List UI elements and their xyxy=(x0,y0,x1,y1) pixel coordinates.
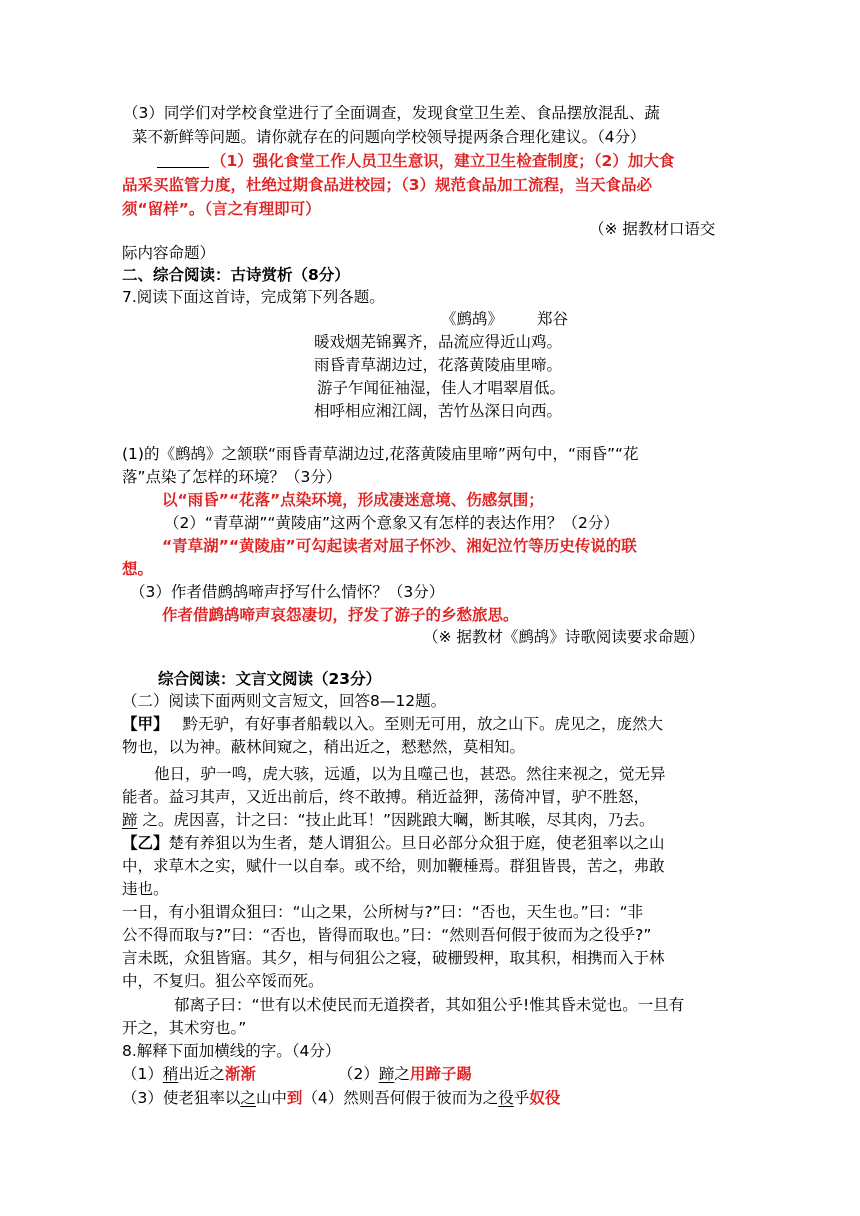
q3-answer-part-a: （1）强化食堂 xyxy=(211,152,315,170)
answer-blank xyxy=(157,151,209,168)
q3-question-line2: 菜不新鲜等问题。请你就存在的问题向学校领导提两条合理化建议。（4分） xyxy=(132,128,646,146)
jia-line2: 物也，以为神。蔽林间窥之，稍出近之，慭慭然，莫相知。 xyxy=(122,738,526,756)
poem-author: 郑谷 xyxy=(537,310,569,328)
yi-line7: 中，不复归。狙公卒馁而死。 xyxy=(122,972,324,990)
q8-prompt: 8.解释下面加横线的字。（4分） xyxy=(122,1042,341,1060)
q8-item4-context: 乎 xyxy=(513,1089,530,1107)
q8-item2-target: 蹄 xyxy=(378,1065,395,1083)
yulizi-line2: 开之，其术穷也。” xyxy=(122,1019,247,1037)
jia-line3: 他日，驴一鸣，虎大骇，远遁，以为且噬己也，甚恐。然往来视之，觉无异 xyxy=(154,765,666,783)
q7-answer2-line2: 想。 xyxy=(122,560,154,578)
q3-source-line1: （※ 据教材口语交 xyxy=(589,220,716,238)
jia-hoof-underlined: 蹄 xyxy=(122,811,138,829)
q8-item4-answer: 奴役 xyxy=(529,1089,561,1107)
q7-sub1-line1: (1)的《鹧鸪》之颔联“雨昏青草湖边过,花落黄陵庙里啼”两句中，“雨昏”“花 xyxy=(122,445,639,463)
q3-answer-line3: 须“留样”。（言之有理即可） xyxy=(122,200,321,218)
q8-item2-context: 之 xyxy=(394,1065,410,1083)
poem-line-3: 游子乍闻征袖湿，佳人才唱翠眉低。 xyxy=(317,379,566,397)
yi-text-1: 楚有养狙以为生者，楚人谓狙公。旦日必部分众狙于庭，使老狙率以之山 xyxy=(168,834,665,852)
yulizi-line1: 郁离子曰：“世有以术使民而无道揆者，其如狙公乎!惟其昏未觉也。一旦有 xyxy=(174,996,685,1014)
yi-line5: 公不得而取与?”曰：“否也，皆得而取也。”曰：“然则吾何假于彼而为之役乎?” xyxy=(122,926,652,944)
q8-item1 xyxy=(122,1063,256,1085)
section-three-intro: （二）阅读下面两则文言短文，回答8—12题。 xyxy=(122,692,447,710)
q7-source: （※ 据教材《鹧鸪》诗歌阅读要求命题） xyxy=(423,628,705,646)
yi-line2: 中，求草木之实，赋什一以自奉。或不给，则加鞭棰焉。群狙皆畏，苦之，弗敢 xyxy=(122,857,665,875)
poem-title-line xyxy=(441,308,568,330)
q7-answer3: 作者借鹧鸪啼声哀怨凄切，抒发了游子的乡愁旅思。 xyxy=(162,606,519,624)
q8-item4-target: 役 xyxy=(498,1089,514,1107)
poem-line-4: 相呼相应湘江阔，苦竹丛深日向西。 xyxy=(314,402,563,420)
q3-answer-part-b: 工作人员卫生意识，建立卫生检查制度；（2）加大食 xyxy=(314,152,675,170)
q7-answer2-line1: “青草湖”“黄陵庙”可勾起读者对屈子怀沙、湘妃泣竹等历史传说的联 xyxy=(162,537,637,555)
poem-line-1: 暖戏烟芜锦翼齐，品流应得近山鸡。 xyxy=(314,333,563,351)
q7-answer1: 以“雨昏”“花落”点染环境，形成凄迷意境、伤感氛围； xyxy=(162,491,544,509)
q8-item2-number: （2） xyxy=(338,1065,379,1083)
q7-sub3: （3）作者借鹧鸪啼声抒写什么情怀？（3分） xyxy=(130,583,445,601)
q8-item4-number: （4）然则吾何假于彼而为之 xyxy=(302,1089,499,1107)
q8-item3-answer: 到 xyxy=(286,1089,303,1107)
jia-line5 xyxy=(122,809,655,831)
q8-item1-number: （1） xyxy=(122,1065,163,1083)
q8-item3-context: 山中 xyxy=(255,1089,287,1107)
yi-line1 xyxy=(122,832,665,854)
q8-item2-answer: 用蹄子踢 xyxy=(409,1065,472,1083)
q8-item1-target: 稍 xyxy=(162,1065,179,1083)
jia-line4: 能者。益习其声，又近出前后，终不敢搏。稍近益狎，荡倚冲冒，驴不胜怒， xyxy=(122,788,650,806)
yi-line4: 一日，有小狙谓众狙曰：“山之果，公所树与?”曰：“否也，天生也。”曰：“非 xyxy=(122,903,644,921)
q7-prompt: 7.阅读下面这首诗，完成第下列各题。 xyxy=(122,288,385,306)
yi-line3: 违也。 xyxy=(122,880,169,898)
q3-source-line2: 际内容命题） xyxy=(122,244,216,262)
jia-line1 xyxy=(122,713,663,735)
jia-label: 【甲】 xyxy=(122,715,169,733)
yi-label: 【乙】 xyxy=(122,834,169,852)
q3-question-line1: （3）同学们对学校食堂进行了全面调查，发现食堂卫生差、食品摆放混乱、蔬 xyxy=(123,104,660,122)
q8-item1-answer: 渐渐 xyxy=(224,1065,256,1083)
q8-items-3-4 xyxy=(122,1087,560,1109)
poem-title: 《鹧鸪》 xyxy=(441,310,504,328)
section-two-heading: 二、综合阅读：古诗赏析（8分） xyxy=(122,266,350,284)
jia-text-5a: 之。虎因喜，计之曰：“技止此耳！”因跳踉大㘎，断其喉，尽其肉，乃去。 xyxy=(142,811,655,829)
q3-answer-line1 xyxy=(157,150,674,172)
q8-item3-target: 之 xyxy=(240,1089,256,1107)
q8-item2 xyxy=(338,1063,472,1085)
q7-sub1-line2: 落”点染了怎样的环境？（3分） xyxy=(122,468,342,486)
q8-item1-context: 出近之 xyxy=(178,1065,225,1083)
poem-line-2: 雨昏青草湖边过，花落黄陵庙里啼。 xyxy=(314,356,563,374)
jia-text-1: 黔无驴，有好事者船载以入。至则无可用，放之山下。虎见之，庞然大 xyxy=(182,715,664,733)
q3-answer-line2: 品采买监管力度，杜绝过期食品进校园；（3）规范食品加工流程，当天食品必 xyxy=(122,176,653,194)
section-three-heading: 综合阅读：文言文阅读（23分） xyxy=(158,670,382,688)
yi-line6: 言未既，众狙皆寤。其夕，相与伺狙公之寝，破栅毁柙，取其积，相携而入于林 xyxy=(122,949,665,967)
q8-item3-number: （3）使老狙率以 xyxy=(122,1089,241,1107)
q7-sub2: （2）“青草湖”“黄陵庙”这两个意象又有怎样的表达作用？（2分） xyxy=(164,514,619,532)
